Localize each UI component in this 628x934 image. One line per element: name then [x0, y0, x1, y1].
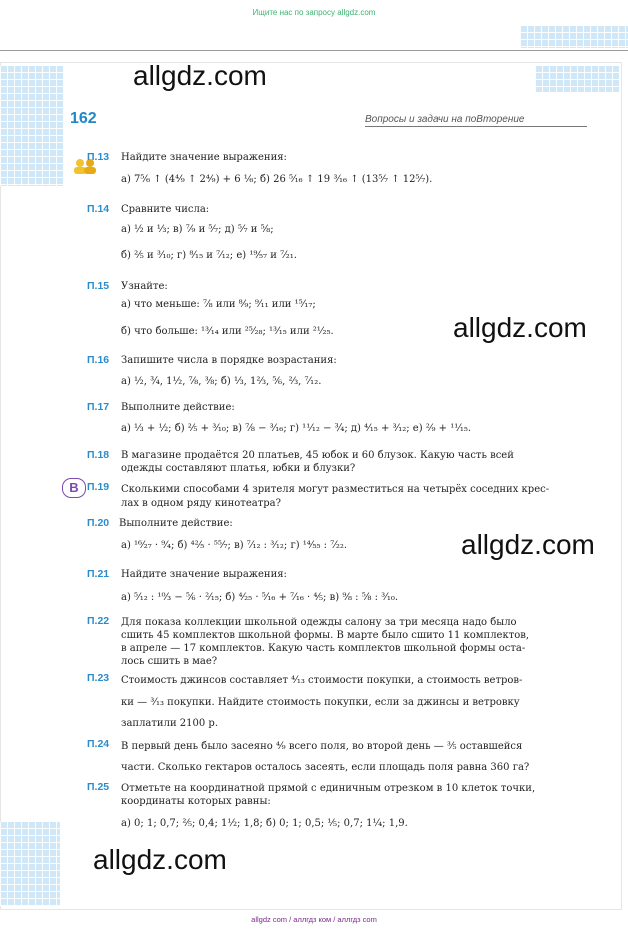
problem-text: Сколькими способами 4 зрителя могут разместиться на четырёх соседних крес- [121, 484, 550, 495]
watermark: allgdz.com [461, 529, 595, 560]
problem-math: а) ¹⁶⁄₂₇ · ⁹⁄₄; б) ⁴²⁄₅ · ⁵⁵⁄₇; в) ⁷⁄₁₂ : ³⁄₁₂; г) ¹⁴⁄₅₅ : ⁷⁄₂₂. [121, 540, 348, 551]
problem-math: а) ⅓ + ½; б) ⅖ + ³⁄₁₀; в) ⅞ − ³⁄₁₆; г) ¹¹⁄₁₂ − ¾; д) ⁴⁄₁₅ + ³⁄₁₂; е) ²⁄₉ + ¹¹⁄₁₅. [121, 423, 472, 434]
problem-math: а) ½ и ⅓; в) ⁷⁄₉ и ⁵⁄₇; д) ⁵⁄₇ и ⁵⁄₈; [121, 224, 274, 235]
problem-text: Для показа коллекции школьной одежды салону за три месяца надо было [121, 617, 517, 628]
problem-math: а) 0; 1; 0,7; ⅖; 0,4; 1½; 1,8; б) 0; 1; 0,5; ⅕; 0,7; 1¼; 1,9. [121, 818, 408, 829]
problem-number: П.23 [87, 672, 110, 684]
problem-number: П.17 [87, 401, 110, 413]
problem-math: б) что больше: ¹³⁄₁₄ или ²⁵⁄₂₈; ¹³⁄₁₅ или ²¹⁄₂₅. [121, 326, 334, 337]
problem-text: Найдите значение выражения: [121, 569, 287, 580]
problem-number: П.24 [87, 738, 110, 750]
section-header: Вопросы и задачи на поВторение [365, 114, 525, 125]
problem-number: П.19 [87, 481, 110, 493]
problem-math: а) 7⁵⁄₆ ↑ (4⁴⁄₉ ↑ 2⁴⁄₉) + 6 ¹⁄₆; б) 26 ⁵⁄₁₆ ↑ 19 ³⁄₁₆ ↑ (13⁵⁄₇ ↑ 12⁵⁄₇). [121, 174, 433, 185]
problem-math: а) ⁵⁄₁₂ : ¹⁰⁄₃ − ⅚ · ²⁄₁₅; б) ⁴⁄₂₅ · ⁵⁄₁₆ + ⁷⁄₁₆ · ⅘; в) ⁹⁄₈ : ⅝ : ³⁄₁₀. [121, 592, 399, 603]
problem-number: П.18 [87, 449, 110, 461]
top-search-hint: Ищите нас по запросу allgdz.com [252, 8, 376, 17]
top-divider [0, 50, 628, 51]
decor-tile-left-bottom [0, 822, 60, 906]
watermark: allgdz.com [93, 844, 227, 875]
decor-tile-right-top [535, 66, 620, 92]
problem-text: заплатили 2100 р. [121, 718, 218, 729]
problem-text: Выполните действие: [121, 402, 235, 413]
problem-text: Сравните числа: [121, 204, 210, 215]
problem-text: В магазине продаётся 20 платьев, 45 юбок и 60 блузок. Какую часть всей [121, 450, 514, 461]
problem-number: П.15 [87, 280, 110, 292]
problem-text: Выполните действие: [119, 518, 233, 529]
problem-text: Запишите числа в порядке возрастания: [121, 355, 337, 366]
problem-number: П.20 [87, 517, 110, 529]
problem-number: П.16 [87, 354, 110, 366]
problem-text: координаты которых равны: [121, 796, 271, 807]
problem-math: а) ½, ¾, 1½, ⅞, ⅜; б) ⅓, 1⅔, ⅚, ⅔, ⁷⁄₁₂. [121, 376, 322, 387]
header-underline [365, 126, 587, 127]
problem-text: сшить 45 комплектов школьной формы. В марте было сшито 11 комплектов, [121, 630, 530, 641]
problem-number: П.25 [87, 781, 110, 793]
problem-number: П.13 [87, 151, 110, 163]
problem-math: а) что меньше: ⁷⁄₈ или ⁸⁄₉; ⁹⁄₁₁ или ¹⁵⁄₁₇; [121, 299, 316, 310]
problem-text: Найдите значение выражения: [121, 152, 287, 163]
problem-text: Отметьте на координатной прямой с единичным отрезком в 10 клеток точки, [121, 783, 536, 794]
page-number: 162 [70, 110, 97, 127]
problem-math: б) ⅖ и ³⁄₁₀; г) ⁸⁄₁₅ и ⁷⁄₁₂; е) ¹⁹⁄₅₇ и ⁷⁄₂₁. [121, 250, 297, 261]
problem-number: П.14 [87, 203, 110, 215]
watermark: allgdz.com [133, 60, 267, 91]
problem-text: лось сшить в мае? [121, 656, 218, 667]
problem-number: П.22 [87, 615, 110, 627]
problem-text: Узнайте: [121, 281, 168, 292]
problem-text: ки — ³⁄₁₃ покупки. Найдите стоимость покупки, если за джинсы и ветровку [121, 697, 520, 708]
decor-tile-left-top [0, 66, 64, 186]
letter-b-icon: В [62, 478, 86, 498]
problem-text: части. Сколько гектаров осталось засеять, если площадь поля равна 360 га? [121, 762, 530, 773]
problem-text: В первый день было засеяно ⁴⁄₉ всего поля, во второй день — ⅗ оставшейся [121, 741, 523, 752]
problem-text: в апреле — 17 комплектов. Какую часть комплектов школьной формы оста- [121, 643, 526, 654]
watermark: allgdz.com [453, 312, 587, 343]
decor-tile-top-right [520, 26, 628, 48]
footer-links: allgdz com / аллгдз ком / аллгдз com [251, 915, 377, 924]
problem-number: П.21 [87, 568, 110, 580]
problem-text: Стоимость джинсов составляет ⁴⁄₁₃ стоимости покупки, а стоимость ветров- [121, 675, 523, 686]
problem-text: одежды составляют платья, юбки и блузки? [121, 463, 356, 474]
problem-text: лах в одном ряду кинотеатра? [121, 498, 281, 509]
